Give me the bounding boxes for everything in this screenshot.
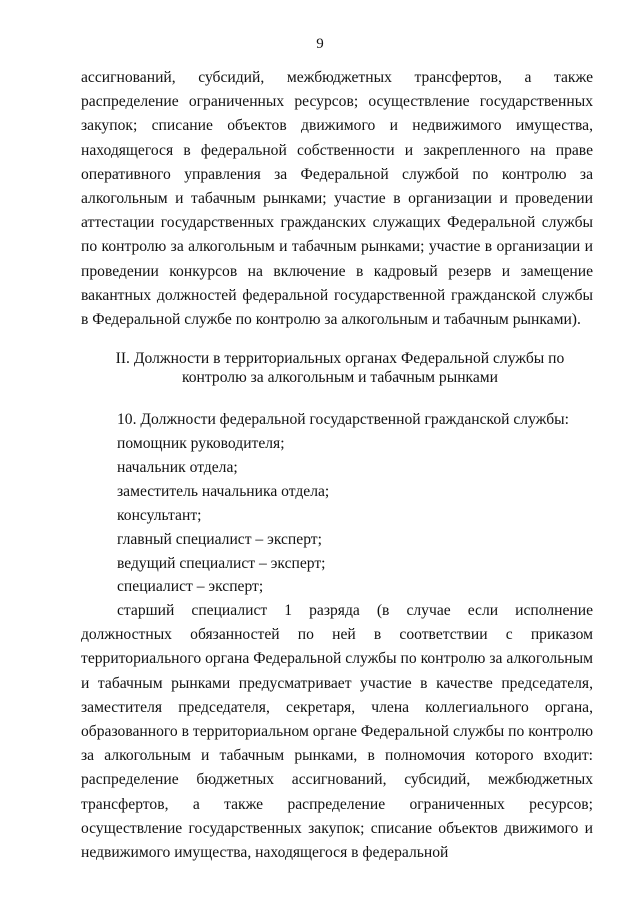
position-item: начальник отдела; [117, 459, 238, 476]
position-item: помощник руководителя; [117, 435, 285, 452]
position-item: заместитель начальника отдела; [117, 483, 330, 500]
page-number: 9 [316, 36, 324, 52]
position-item: ведущий специалист – эксперт; [117, 555, 326, 572]
section-heading-line-1: II. Должности в территориальных органах Федеральной службы по [115, 350, 565, 367]
item-10-intro: 10. Должности федеральной государственной гражданской службы: [117, 411, 569, 428]
senior-specialist-paragraph: старший специалист 1 разряда (в случае если исполнение должностных обязанностей по ней в соответствии с приказом территориального органа Федеральной службы по контролю за алкогольным и табачным рынками предусматривает участие в качестве председателя, заместителя председателя, секретаря, члена коллегиального органа, образованного в территориальном органе Федеральной службы по контролю за алкогольным и табачным рынками, в полномочия которого входит: распределение бюджетных ассигнований, субсидий, межбюджетных трансфертов, а также распределение ограниченных ресурсов; осуществление государственных закупок; списание объектов движимого и недвижимого имущества, находящегося в федеральной [81, 602, 593, 862]
position-item: специалист – эксперт; [117, 578, 264, 595]
paragraph-continuation: ассигнований, субсидий, межбюджетных трансфертов, а также распределение ограниченных ресурсов; осуществление государственных закупок; списание объектов движимого и недвижимого имущества, находящегося в федеральной собственности и закрепленного на праве оперативного управления за Федеральной службой по контролю за алкогольным и табачным рынками; участие в организации и проведении аттестации государственных гражданских служащих Федеральной службы по контролю за алкогольным и табачным рынками; участие в организации и проведении конкурсов на включение в кадровый резерв и замещение вакантных должностей федеральной государственной гражданской службы в Федеральной службе по контролю за алкогольным и табачным рынками). [81, 69, 593, 329]
section-heading [81, 349, 599, 387]
section-heading-line-2: контролю за алкогольным и табачным рынками [181, 369, 499, 386]
position-item: консультант; [117, 507, 202, 524]
position-item: главный специалист – эксперт; [117, 531, 322, 548]
